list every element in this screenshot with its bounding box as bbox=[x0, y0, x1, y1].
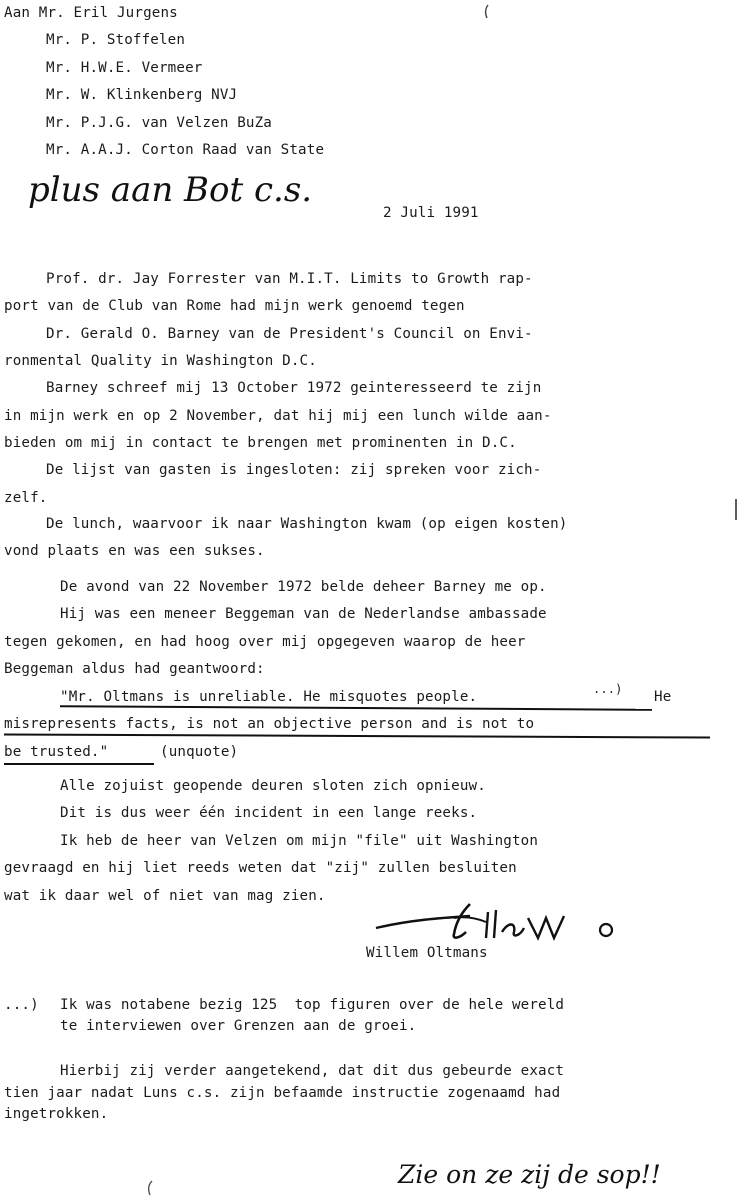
body-line: De lijst van gasten is ingesloten: zij spreken voor zich- bbox=[46, 462, 542, 478]
body-line: ronmental Quality in Washington D.C. bbox=[4, 353, 317, 369]
footnote-line: Ik was notabene bezig 125 top figuren over de hele wereld bbox=[60, 997, 565, 1013]
quote-underline bbox=[4, 733, 710, 738]
recipient-line: Mr. P. Stoffelen bbox=[46, 32, 186, 48]
body-line: vond plaats en was een sukses. bbox=[4, 543, 265, 559]
body-line: wat ik daar wel of niet van mag zien. bbox=[4, 888, 326, 904]
quote-line: He bbox=[654, 689, 672, 705]
body-line: Dr. Gerald O. Barney van de President's Council on Envi- bbox=[46, 326, 533, 342]
body-line: in mijn werk en op 2 November, dat hij mij een lunch wilde aan- bbox=[4, 408, 552, 424]
body-line: Barney schreef mij 13 October 1972 geinteresseerd te zijn bbox=[46, 380, 542, 396]
signature-mark bbox=[370, 898, 630, 948]
postscript-line: tien jaar nadat Luns c.s. zijn befaamde instructie zogenaamd had bbox=[4, 1085, 561, 1101]
quote-line: misrepresents facts, is not an objective person and is not to bbox=[4, 716, 535, 732]
body-line: Prof. dr. Jay Forrester van M.I.T. Limits to Growth rap- bbox=[46, 271, 533, 287]
unquote-text: (unquote) bbox=[160, 744, 239, 760]
recipient-line: Mr. W. Klinkenberg NVJ bbox=[46, 87, 238, 103]
body-line: gevraagd en hij liet reeds weten dat "zij" zullen besluiten bbox=[4, 860, 517, 876]
body-line: bieden om mij in contact te brengen met prominenten in D.C. bbox=[4, 435, 517, 451]
body-line: De avond van 22 November 1972 belde deheer Barney me op. bbox=[60, 579, 547, 595]
body-line: Dit is dus weer één incident in een lange reeks. bbox=[60, 805, 478, 821]
recipient-line: Mr. P.J.G. van Velzen BuZa bbox=[46, 115, 272, 131]
body-line: Hij was een meneer Beggeman van de Nederlandse ambassade bbox=[60, 606, 547, 622]
body-line: De lunch, waarvoor ik naar Washington kwam (op eigen kosten) bbox=[46, 516, 568, 532]
recipient-line: Aan Mr. Eril Jurgens bbox=[4, 5, 178, 21]
body-line: zelf. bbox=[4, 490, 48, 506]
footnote-marker: ...) bbox=[4, 997, 39, 1013]
scan-speck-mark bbox=[732, 498, 740, 522]
body-line: tegen gekomen, en had hoog over mij opgegeven waarop de heer bbox=[4, 634, 526, 650]
quote-underline bbox=[60, 705, 652, 711]
recipient-line: Mr. H.W.E. Vermeer bbox=[46, 60, 203, 76]
handwritten-closing: Zie on ze zij de sop!! bbox=[398, 1160, 661, 1189]
footnote-line: te interviewen over Grenzen aan de groei. bbox=[60, 1018, 417, 1034]
quote-line: be trusted." bbox=[4, 744, 109, 760]
body-line: Beggeman aldus had geantwoord: bbox=[4, 661, 265, 677]
quote-underline bbox=[4, 763, 154, 765]
body-line: port van de Club van Rome had mijn werk genoemd tegen bbox=[4, 298, 465, 314]
scan-speck-mark bbox=[482, 4, 494, 20]
footnote-marker: ...) bbox=[593, 682, 623, 696]
letter-date: 2 Juli 1991 bbox=[383, 205, 479, 221]
quote-line: "Mr. Oltmans is unreliable. He misquotes people. bbox=[60, 689, 478, 705]
body-line: Alle zojuist geopende deuren sloten zich opnieuw. bbox=[60, 778, 486, 794]
recipient-line: Mr. A.A.J. Corton Raad van State bbox=[46, 142, 325, 158]
postscript-line: Hierbij zij verder aangetekend, dat dit dus gebeurde exact bbox=[60, 1063, 565, 1079]
scan-speck-mark bbox=[146, 1180, 156, 1196]
signature-name: Willem Oltmans bbox=[366, 945, 488, 961]
body-line: Ik heb de heer van Velzen om mijn "file" uit Washington bbox=[60, 833, 539, 849]
postscript-line: ingetrokken. bbox=[4, 1106, 109, 1122]
handwritten-note: plus aan Bot c.s. bbox=[28, 170, 313, 210]
